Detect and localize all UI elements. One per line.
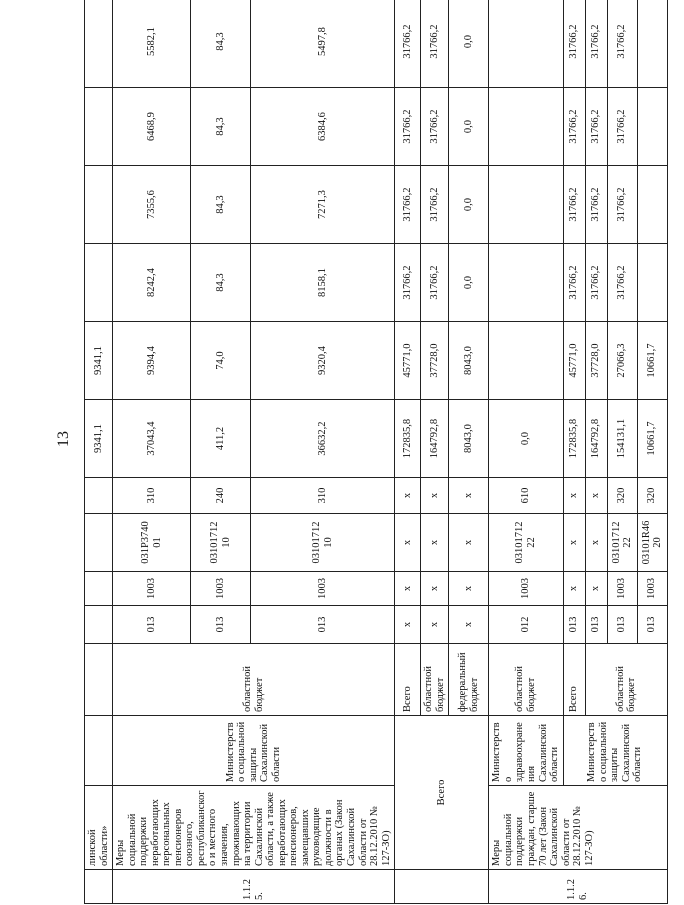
table-row: 013 1003 03101R46 20 320 10661,7 10661,7 xyxy=(637,0,667,904)
executor: Министерство социальной защиты Сахалинской области xyxy=(563,716,667,786)
table-row: 013 1003 03101712 22 320 154131,1 27066,3 31766,2 31766,2 31766,2 31766,2 xyxy=(607,0,637,904)
continued-text: линской области» xyxy=(85,786,113,870)
budget-table-sheet xyxy=(84,0,684,904)
table-row: федеральный бюджет х х х х 8043,0 8043,0 0,0 0,0 0,0 0,0 xyxy=(449,0,489,904)
table-row: 1.1.2 5. Меры социальной поддержки неработающих персональных пенсионеров союзного, республиканского и местного значения, проживающих на территории Сахалинской области, а также неработающих пенсионеров, замещавших руководящие должности в органах (Закон Сахалинской области от 28.12.2010 № 127-ЗО) Министерство социальной защиты Сахалинской области областной бюджет 013 1003 031Р3740 01 310 37043,4 9394,4 8242,4 7355,6 6468,9 5582,1 xyxy=(113,0,191,904)
table-row: 1.1.2 6. Меры социальной поддержки граждан, старше 70 лет (Закон Сахалинской области от 28.12.2010 № 127-ЗО) Министерство здравоохранения Сахалинской области областной бюджет 012 1003 03101712 22 610 0,0 xyxy=(489,0,563,904)
total-label: Всего xyxy=(395,716,489,870)
cell: 9341,1 xyxy=(85,400,113,478)
table-row xyxy=(85,0,113,904)
table-row: Министерство социальной защиты Сахалинской области Всего 013 х х х 172835,8 45771,0 31766,2 31766,2 31766,2 31766,2 xyxy=(563,0,585,904)
table-row: 013 1003 03101712 10 240 411,2 74,0 84,3 84,3 84,3 84,3 xyxy=(191,0,251,904)
funding-source: областной бюджет xyxy=(489,644,563,716)
cell: 9341,1 xyxy=(85,322,113,400)
row-number: 1.1.2 5. xyxy=(113,870,395,904)
page-number: 13 xyxy=(55,431,72,447)
budget-table xyxy=(84,0,668,904)
table-row: 013 1003 03101712 10 310 36632,2 9320,4 8158,1 7271,3 6384,6 5497,8 xyxy=(251,0,395,904)
table-row: областной бюджет 013 х х х 164792,8 37728,0 31766,2 31766,2 31766,2 31766,2 xyxy=(585,0,607,904)
measure-description: Меры социальной поддержки граждан, старше 70 лет (Закон Сахалинской области от 28.12.2010 № 127-ЗО) xyxy=(489,786,667,870)
measure-description: Меры социальной поддержки неработающих персональных пенсионеров союзного, республиканского и местного значения, проживающих на территории Сахалинской области, а также неработающих пенсионеров, замещавших руководящие должности в органах (Закон Сахалинской области от 28.12.2010 № 127-ЗО) xyxy=(113,786,395,870)
executor: Министерство социальной защиты Сахалинской области xyxy=(113,716,395,786)
row-number: 1.1.2 6. xyxy=(489,870,667,904)
table-row: Всего Всего х х х х 172835,8 45771,0 31766,2 31766,2 31766,2 31766,2 xyxy=(395,0,421,904)
executor: Министерство здравоохранения Сахалинской области xyxy=(489,716,563,786)
table-row: областной бюджет х х х х 164792,8 37728,0 31766,2 31766,2 31766,2 31766,2 xyxy=(421,0,449,904)
funding-source: областной бюджет xyxy=(113,644,395,716)
